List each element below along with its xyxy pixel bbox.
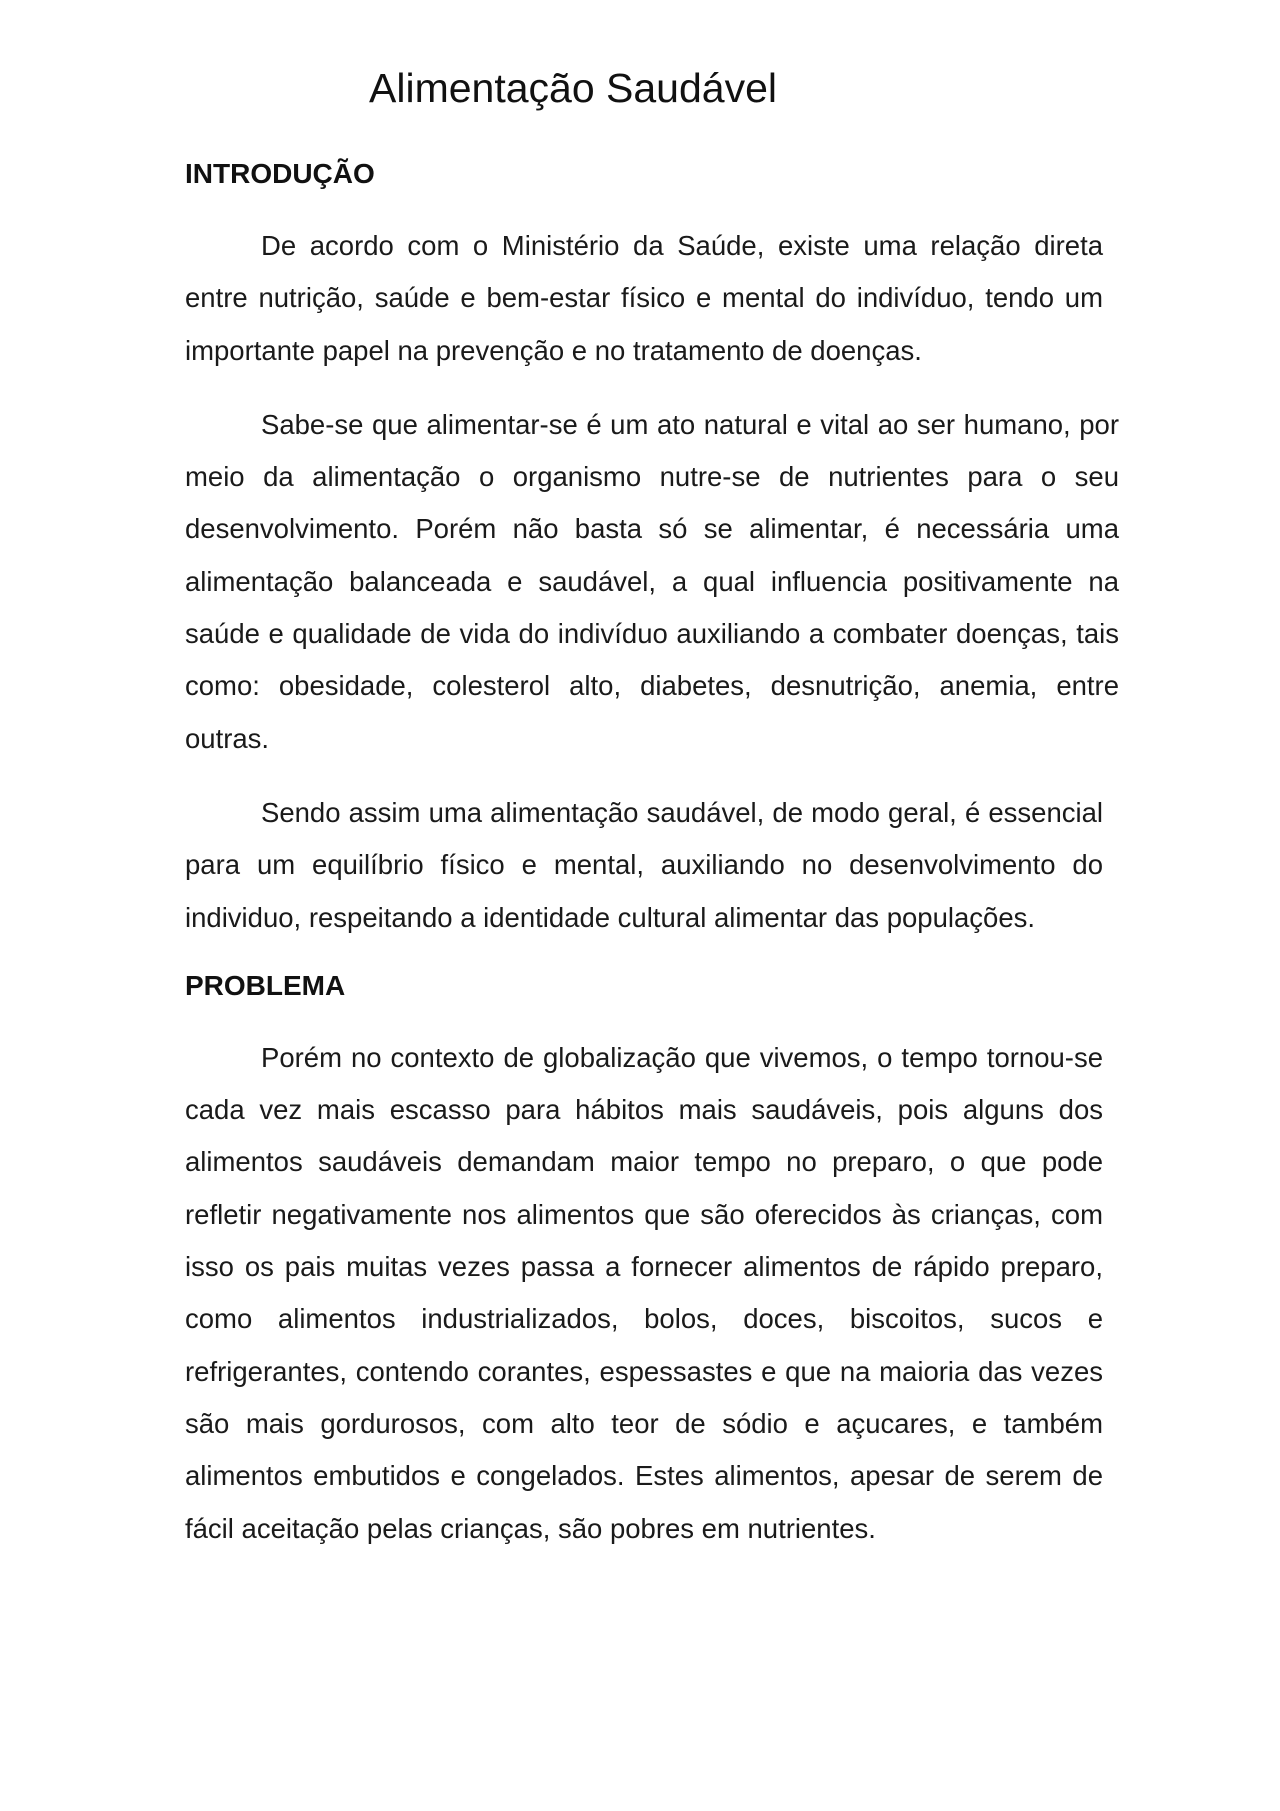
section-heading: INTRODUÇÃO [185,158,375,189]
paragraph: Sendo assim uma alimentação saudável, de modo geral, é essencial para um equilíbrio físico e mental, auxiliando no desenvolvimento do individuo, respeitando a identidade cultural alimentar das populações. [185,796,1103,933]
section-problema [185,960,1103,1555]
paragraph: Porém no contexto de globalização que vivemos, o tempo tornou-se cada vez mais escasso para hábitos mais saudáveis, pois alguns dos alimentos saudáveis demandam maior tempo no preparo, o que pode refletir negativamente nos alimentos que são oferecidos às crianças, com isso os pais muitas vezes passa a fornecer alimentos de rápido preparo, como alimentos industrializados, bolos, doces, biscoitos, sucos e refrigerantes, contendo corantes, espessastes e que na maioria das vezes são mais gordurosos, com alto teor de sódio e açucares, e também alimentos embutidos e congelados. Estes alimentos, apesar de serem de fácil aceitação pelas crianças, são pobres em nutrientes. [185,1041,1103,1544]
section-heading: PROBLEMA [185,969,346,1001]
paragraph: De acordo com o Ministério da Saúde, existe uma relação direta entre nutrição, saúde e bem-estar físico e mental do indivíduo, tendo um importante papel na prevenção e no tratamento de doenças. [185,230,1103,366]
document-title: Alimentação Saudável [369,65,777,111]
paragraph: Sabe-se que alimentar-se é um ato natural e vital ao ser humano, por meio da alimentação o organismo nutre-se de nutrientes para o seu desenvolvimento. Porém não basta só se alimentar, é necessária uma alimentação balanceada e saudável, a qual influencia positivamente na saúde e qualidade de vida do indivíduo auxiliando a combater doenças, tais como: obesidade, colesterol alto, diabetes, desnutrição, anemia, entre outras. [185,408,1119,754]
section-introducao [185,148,1119,944]
